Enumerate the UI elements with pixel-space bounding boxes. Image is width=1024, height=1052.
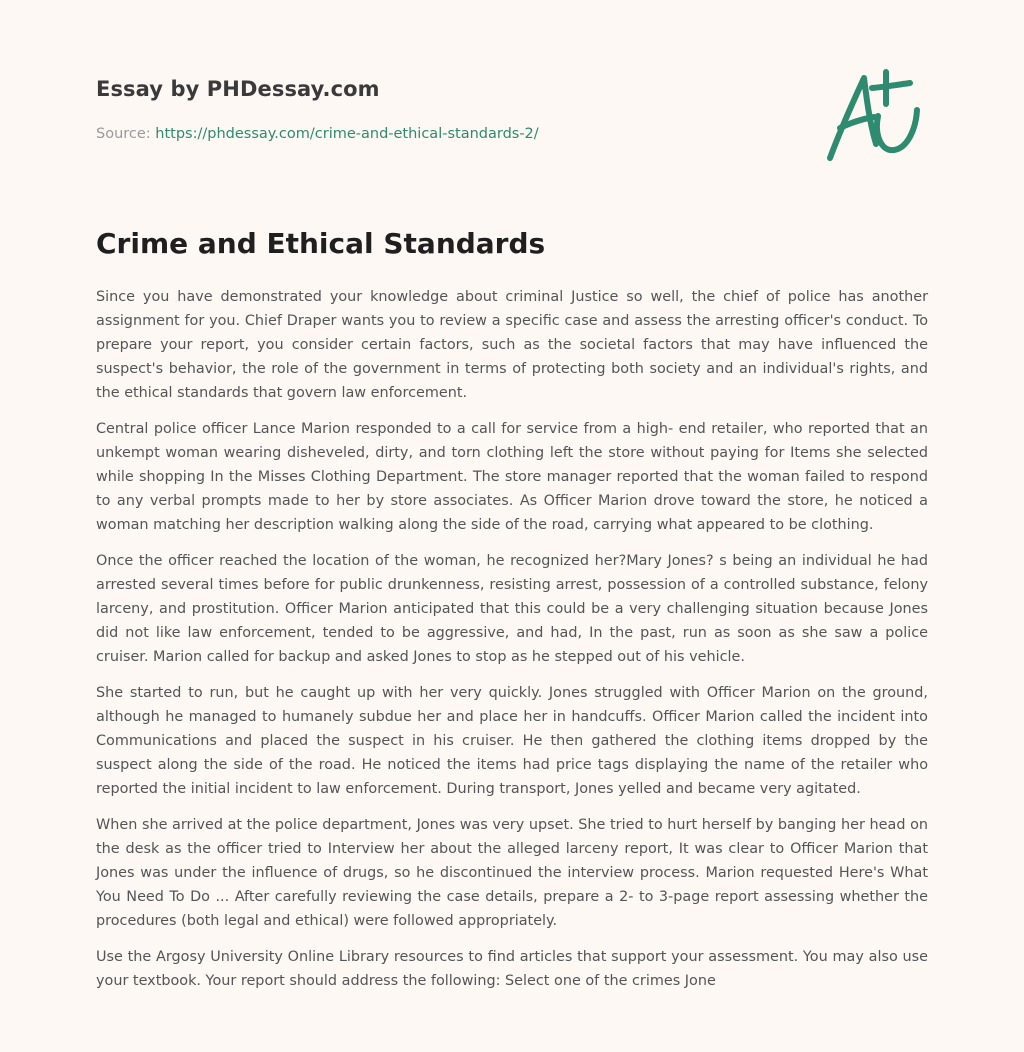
site-brand: Essay by PHDessay.com [96, 77, 380, 101]
source-line [96, 124, 928, 144]
a-plus-grade-icon [820, 66, 930, 166]
essay-paragraph: Once the officer reached the location of the woman, he recognized her?Mary Jones? s being an individual he had arrested several times before for public drunkenness, resisting arrest, possession of a controlled substance, felony larceny, and prostitution. Officer Marion anticipated that this could be a very challenging situation because Jones did not like law enforcement, tended to be aggressive, and had, In the past, run as soon as she saw a police cruiser. Marion called for backup and asked Jones to stop as he stepped out of his vehicle. [96, 553, 928, 665]
page-header [96, 74, 928, 144]
essay-body [96, 285, 928, 1005]
source-label: Source: [96, 126, 151, 142]
essay-paragraph: When she arrived at the police department, Jones was very upset. She tried to hurt herself by banging her head on the desk as the officer tried to Interview her about the alleged larceny report, It was clear to Officer Marion that Jones was under the influence of drugs, so he discontinued the interview process. Marion requested Here's What You Need To Do ... After carefully reviewing the case details, prepare a 2- to 3-page report assessing whether the procedures (both legal and ethical) were followed appropriately. [96, 817, 928, 929]
essay-paragraph: Since you have demonstrated your knowledge about criminal Justice so well, the chief of police has another assignment for you. Chief Draper wants you to review a specific case and assess the arresting officer's conduct. To prepare your report, you consider certain factors, such as the societal factors that may have influenced the suspect's behavior, the role of the government in terms of protecting both society and an individual's rights, and the ethical standards that govern law enforcement. [96, 289, 928, 401]
essay-paragraph: Central police officer Lance Marion responded to a call for service from a high- end retailer, who reported that an unkempt woman wearing disheveled, dirty, and torn clothing left the store without paying for Items she selected while shopping In the Misses Clothing Department. The store manager reported that the woman failed to respond to any verbal prompts made to her by store associates. As Officer Marion drove toward the store, he noticed a woman matching her description walking along the side of the road, carrying what appeared to be clothing. [96, 421, 928, 533]
essay-paragraph: She started to run, but he caught up with her very quickly. Jones struggled with Officer Marion on the ground, although he managed to humanely subdue her and place her in handcuffs. Officer Marion called the incident into Communications and placed the suspect in his cruiser. He then gathered the clothing items dropped by the suspect along the side of the road. He noticed the items had price tags displaying the name of the retailer who reported the initial incident to law enforcement. During transport, Jones yelled and became very agitated. [96, 685, 928, 797]
essay-title: Crime and Ethical Standards [96, 227, 546, 260]
source-link[interactable]: https://phdessay.com/crime-and-ethical-standards-2/ [155, 126, 539, 142]
essay-paragraph: Use the Argosy University Online Library resources to find articles that support your assessment. You may also use your textbook. Your report should address the following: Select one of the crimes Jone [96, 949, 928, 989]
